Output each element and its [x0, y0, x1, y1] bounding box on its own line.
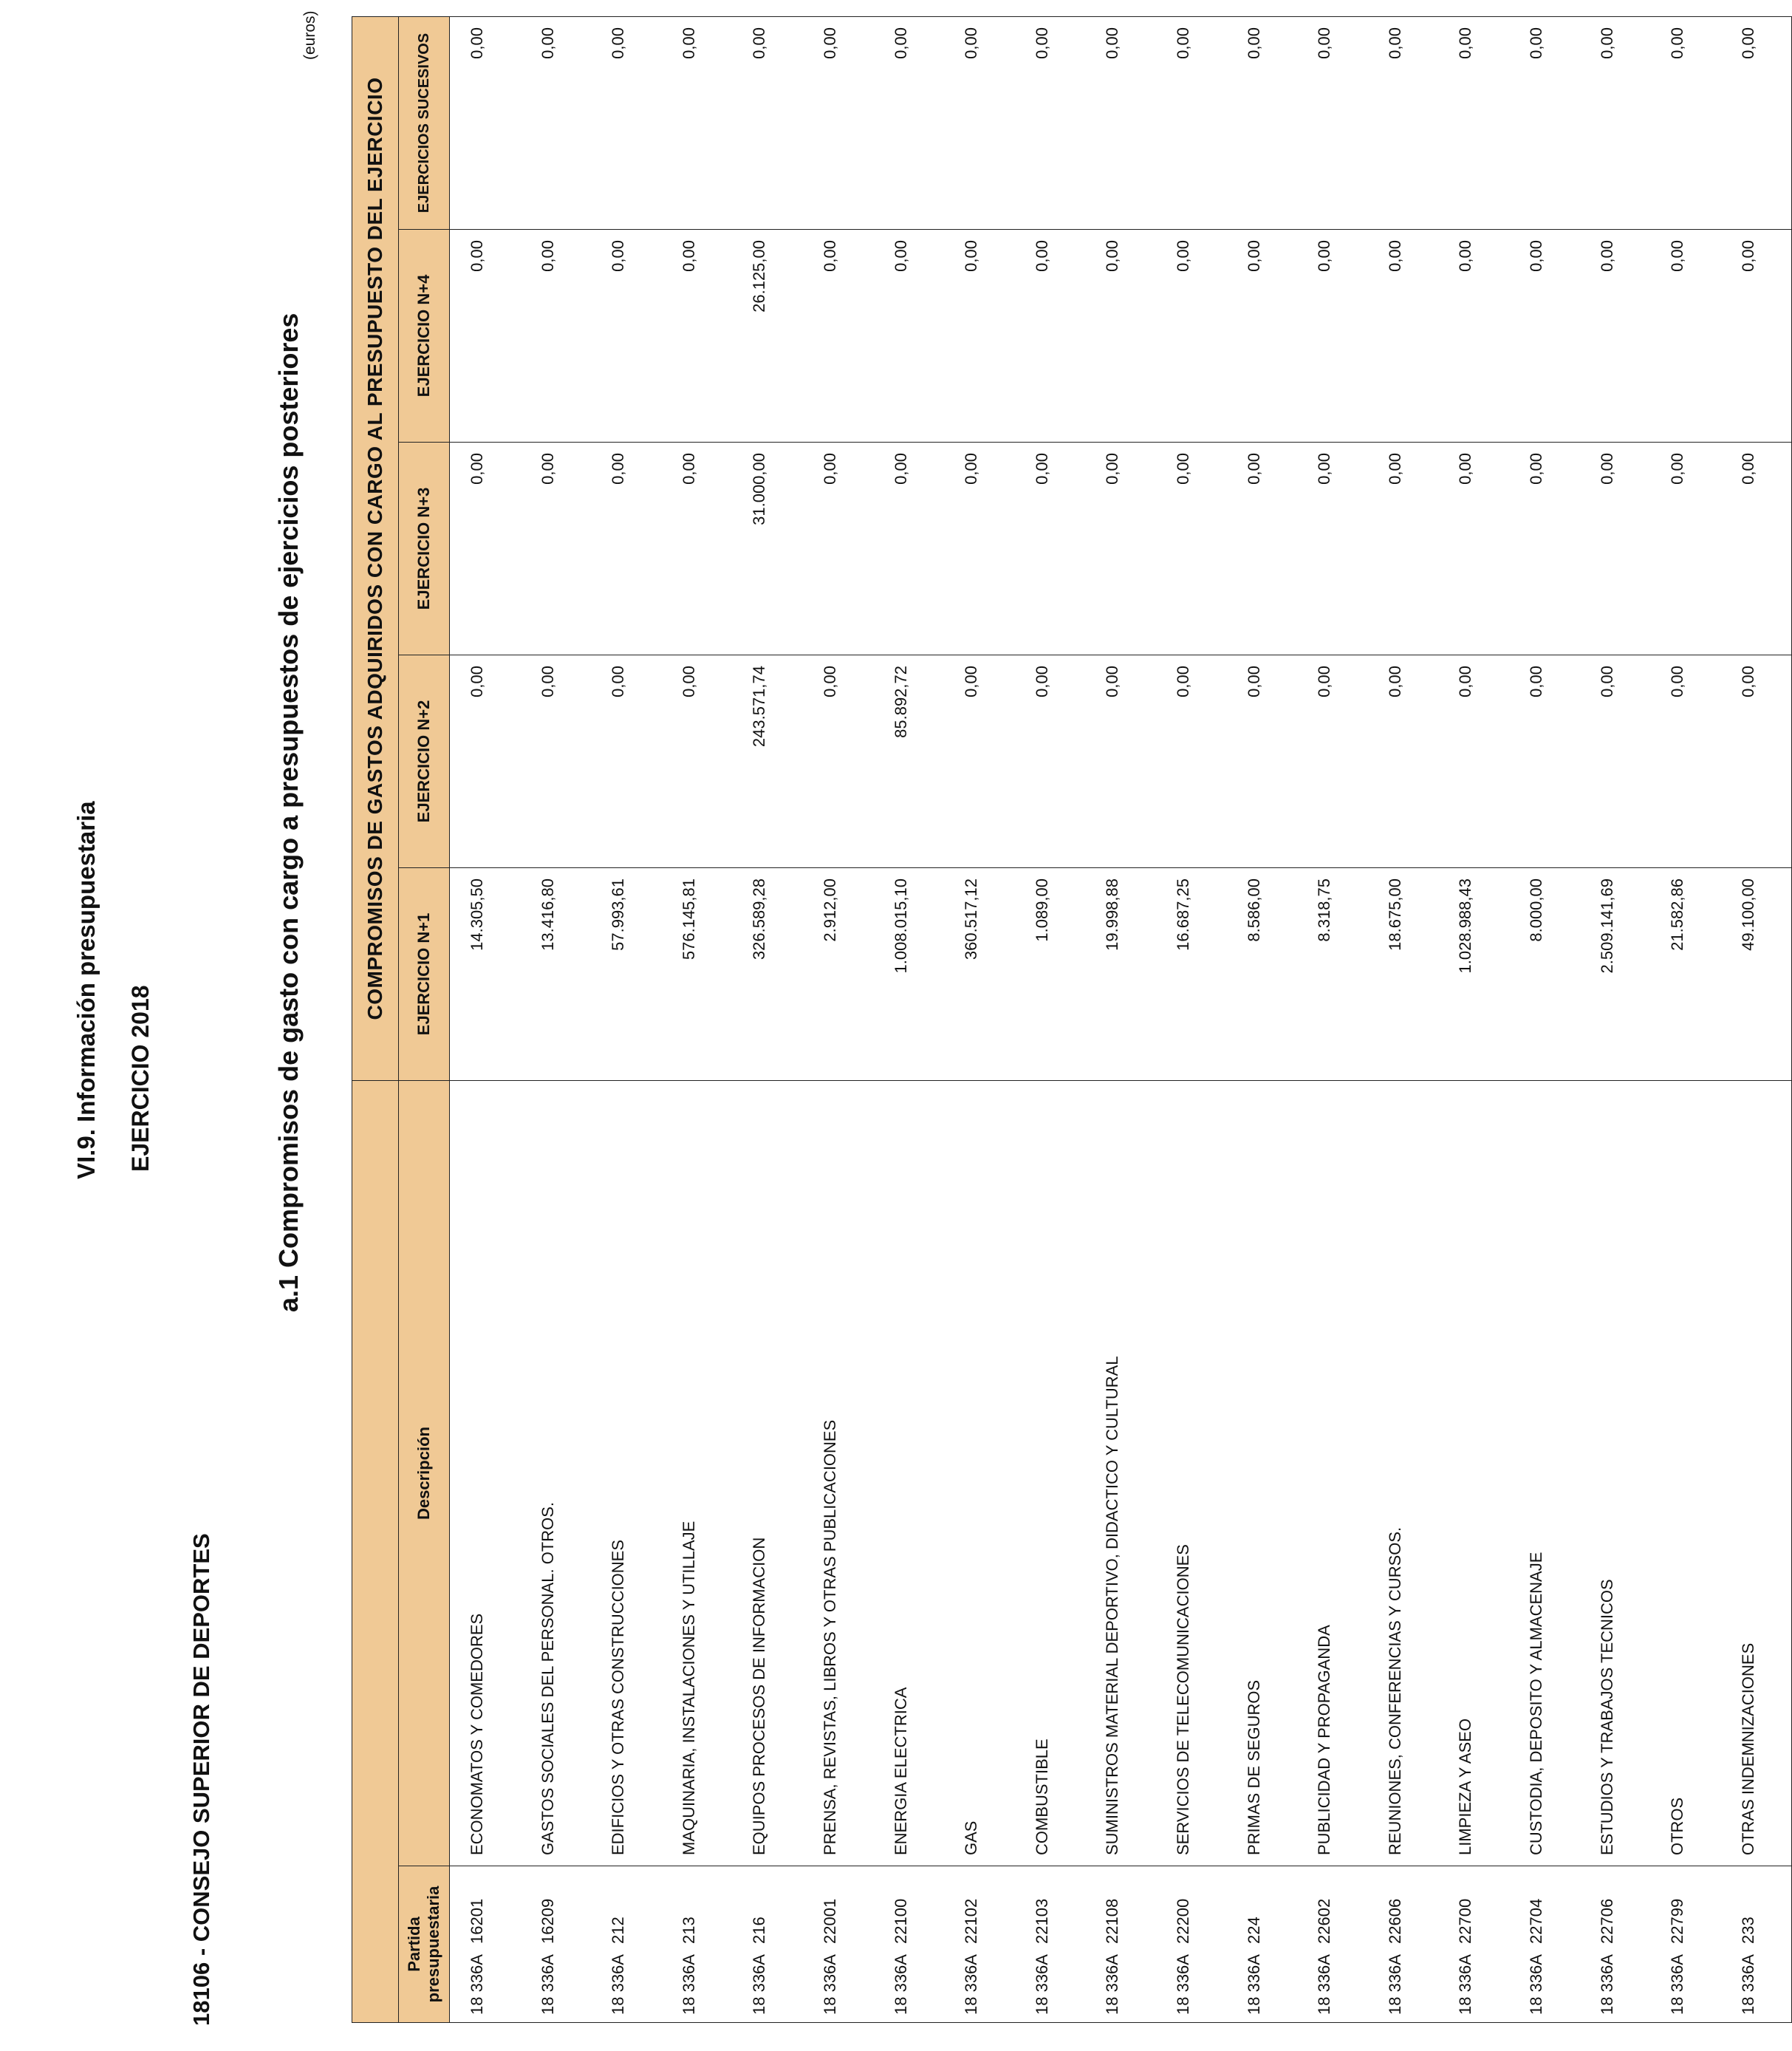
col-header-n2: EJERCICIO N+2	[399, 655, 450, 868]
n2-cell: 0,00	[662, 655, 733, 868]
partida-cell	[591, 1866, 662, 2023]
n4-cell: 0,00	[1509, 230, 1580, 443]
n3-cell: 0,00	[1227, 443, 1298, 655]
n3-cell: 0,00	[591, 443, 662, 655]
table-body	[450, 16, 1792, 2022]
n3-cell: 0,00	[662, 443, 733, 655]
table-row	[1085, 16, 1156, 2022]
sucesivos-cell: 0,00	[521, 16, 592, 229]
program-code: 18 336A	[609, 1954, 628, 2015]
program-code: 18 336A	[1103, 1954, 1122, 2015]
sucesivos-cell: 0,00	[732, 16, 803, 229]
program-code: 18 336A	[1315, 1954, 1334, 2015]
sucesivos-cell: 0,00	[874, 16, 945, 229]
description-cell: LIMPIEZA Y ASEO	[1438, 1081, 1509, 1866]
program-code: 18 336A	[1244, 1954, 1263, 2015]
n3-cell: 31.000,00	[732, 443, 803, 655]
sucesivos-cell: 0,00	[1509, 16, 1580, 229]
table-row	[1721, 16, 1792, 2022]
n2-cell: 0,00	[1368, 655, 1439, 868]
economic-code: 22700	[1456, 1898, 1475, 1944]
n2-cell: 0,00	[450, 655, 521, 868]
sucesivos-cell: 0,00	[1227, 16, 1298, 229]
section-title: a.1 Compromisos de gasto con cargo a presupuestos de ejercicios posteriores	[273, 313, 304, 1312]
table-row	[1015, 16, 1086, 2022]
n3-cell: 0,00	[450, 443, 521, 655]
economic-code: 22799	[1668, 1898, 1687, 1944]
fiscal-year: EJERCICIO 2018	[127, 985, 154, 1172]
description-cell: GASTOS SOCIALES DEL PERSONAL. OTROS.	[521, 1081, 592, 1866]
n2-cell: 0,00	[591, 655, 662, 868]
n2-cell: 0,00	[521, 655, 592, 868]
n4-cell: 0,00	[803, 230, 874, 443]
n3-cell: 0,00	[1580, 443, 1651, 655]
partida-cell	[1368, 1866, 1439, 2023]
n2-cell: 243.571,74	[732, 655, 803, 868]
description-cell: SUMINISTROS MATERIAL DEPORTIVO, DIDACTICO Y CULTURAL	[1085, 1081, 1156, 1866]
table-row	[803, 16, 874, 2022]
table-row	[521, 16, 592, 2022]
col-header-n4: EJERCICIO N+4	[399, 230, 450, 443]
units-label: (euros)	[301, 10, 318, 60]
col-header-n1: EJERCICIO N+1	[399, 868, 450, 1081]
n2-cell: 0,00	[803, 655, 874, 868]
program-code: 18 336A	[1526, 1954, 1545, 2015]
table-row	[732, 16, 803, 2022]
partida-cell	[944, 1866, 1015, 2023]
program-code: 18 336A	[891, 1954, 910, 2015]
n1-cell: 1.028.988,43	[1438, 868, 1509, 1081]
sucesivos-cell: 0,00	[944, 16, 1015, 229]
n2-cell: 85.892,72	[874, 655, 945, 868]
description-cell: MAQUINARIA, INSTALACIONES Y UTILLAJE	[662, 1081, 733, 1866]
partida-cell	[1227, 1866, 1298, 2023]
n4-cell: 0,00	[450, 230, 521, 443]
program-code: 18 336A	[1032, 1954, 1051, 2015]
partida-cell	[1580, 1866, 1651, 2023]
table-row	[662, 16, 733, 2022]
n1-cell: 8.318,75	[1297, 868, 1368, 1081]
table-row	[1580, 16, 1651, 2022]
n3-cell: 0,00	[803, 443, 874, 655]
n3-cell: 0,00	[1721, 443, 1792, 655]
partida-cell	[803, 1866, 874, 2023]
description-cell: ENERGIA ELECTRICA	[874, 1081, 945, 1866]
sucesivos-cell: 0,00	[803, 16, 874, 229]
economic-code: 22108	[1103, 1898, 1122, 1944]
table-row	[591, 16, 662, 2022]
economic-code: 22001	[820, 1898, 839, 1944]
partida-cell	[1015, 1866, 1086, 2023]
n4-cell: 0,00	[1297, 230, 1368, 443]
document-title: VI.9. Información presupuestaria	[72, 801, 100, 1179]
description-cell: PRENSA, REVISTAS, LIBROS Y OTRAS PUBLICACIONES	[803, 1081, 874, 1866]
sucesivos-cell: 0,00	[1015, 16, 1086, 229]
n4-cell: 0,00	[1015, 230, 1086, 443]
economic-code: 216	[750, 1917, 769, 1944]
table-row	[1297, 16, 1368, 2022]
n3-cell: 0,00	[1085, 443, 1156, 655]
economic-code: 22706	[1597, 1898, 1616, 1944]
n1-cell: 14.305,50	[450, 868, 521, 1081]
n2-cell: 0,00	[1721, 655, 1792, 868]
col-header-sucesivos: EJERCICIOS SUCESIVOS	[399, 16, 450, 229]
n3-cell: 0,00	[1015, 443, 1086, 655]
col-header-partida: Partida presupuestaria	[399, 1866, 450, 2023]
partida-cell	[1438, 1866, 1509, 2023]
table-row	[874, 16, 945, 2022]
n1-cell: 2.509.141,69	[1580, 868, 1651, 1081]
sucesivos-cell: 0,00	[1297, 16, 1368, 229]
program-code: 18 336A	[750, 1954, 769, 2015]
n4-cell: 0,00	[662, 230, 733, 443]
description-cell: OTRAS INDEMNIZACIONES	[1721, 1081, 1792, 1866]
table-row	[1368, 16, 1439, 2022]
n2-cell: 0,00	[1650, 655, 1721, 868]
n4-cell: 0,00	[874, 230, 945, 443]
description-cell: ECONOMATOS Y COMEDORES	[450, 1081, 521, 1866]
n1-cell: 1.008.015,10	[874, 868, 945, 1081]
description-cell: PRIMAS DE SEGUROS	[1227, 1081, 1298, 1866]
n4-cell: 0,00	[1156, 230, 1227, 443]
n4-cell: 0,00	[1580, 230, 1651, 443]
sucesivos-cell: 0,00	[1156, 16, 1227, 229]
commitments-table	[352, 16, 1792, 2023]
header-blank-cell	[352, 1081, 399, 2023]
economic-code: 224	[1244, 1917, 1263, 1944]
n1-cell: 57.993,61	[591, 868, 662, 1081]
partida-cell	[1297, 1866, 1368, 2023]
table-row	[1509, 16, 1580, 2022]
partida-cell	[1650, 1866, 1721, 2023]
n3-cell: 0,00	[1438, 443, 1509, 655]
sucesivos-cell: 0,00	[1650, 16, 1721, 229]
table-row	[944, 16, 1015, 2022]
economic-code: 22103	[1032, 1898, 1051, 1944]
economic-code: 16201	[468, 1898, 486, 1944]
economic-code: 22100	[891, 1898, 910, 1944]
economic-code: 233	[1738, 1917, 1757, 1944]
sucesivos-cell: 0,00	[450, 16, 521, 229]
economic-code: 22606	[1385, 1898, 1404, 1944]
n4-cell: 0,00	[591, 230, 662, 443]
n4-cell: 0,00	[1368, 230, 1439, 443]
n3-cell: 0,00	[1156, 443, 1227, 655]
description-cell: PUBLICIDAD Y PROPAGANDA	[1297, 1081, 1368, 1866]
col-header-descripcion: Descripción	[399, 1081, 450, 1866]
n4-cell: 0,00	[521, 230, 592, 443]
sucesivos-cell: 0,00	[591, 16, 662, 229]
n1-cell: 326.589,28	[732, 868, 803, 1081]
n2-cell: 0,00	[944, 655, 1015, 868]
n3-cell: 0,00	[1509, 443, 1580, 655]
col-header-n3: EJERCICIO N+3	[399, 443, 450, 655]
description-cell: ESTUDIOS Y TRABAJOS TECNICOS	[1580, 1081, 1651, 1866]
program-code: 18 336A	[1738, 1954, 1757, 2015]
group-header: COMPROMISOS DE GASTOS ADQUIRIDOS CON CARGO AL PRESUPUESTO DEL EJERCICIO	[352, 16, 399, 1080]
n1-cell: 16.687,25	[1156, 868, 1227, 1081]
program-code: 18 336A	[1385, 1954, 1404, 2015]
n4-cell: 0,00	[944, 230, 1015, 443]
program-code: 18 336A	[1173, 1954, 1192, 2015]
partida-cell	[1509, 1866, 1580, 2023]
sucesivos-cell: 0,00	[1368, 16, 1439, 229]
n4-cell: 0,00	[1650, 230, 1721, 443]
organism-name: 18106 - CONSEJO SUPERIOR DE DEPORTES	[188, 1533, 214, 2026]
n1-cell: 19.998,88	[1085, 868, 1156, 1081]
description-cell: GAS	[944, 1081, 1015, 1866]
n1-cell: 8.586,00	[1227, 868, 1298, 1081]
n2-cell: 0,00	[1015, 655, 1086, 868]
partida-cell	[1156, 1866, 1227, 2023]
n3-cell: 0,00	[944, 443, 1015, 655]
economic-code: 22200	[1173, 1898, 1192, 1944]
n2-cell: 0,00	[1156, 655, 1227, 868]
description-cell: EQUIPOS PROCESOS DE INFORMACION	[732, 1081, 803, 1866]
n2-cell: 0,00	[1297, 655, 1368, 868]
economic-code: 22704	[1526, 1898, 1545, 1944]
n4-cell: 26.125,00	[732, 230, 803, 443]
table-row	[450, 16, 521, 2022]
partida-cell	[662, 1866, 733, 2023]
n2-cell: 0,00	[1438, 655, 1509, 868]
economic-code: 22602	[1315, 1898, 1334, 1944]
economic-code: 22102	[962, 1898, 981, 1944]
n3-cell: 0,00	[1368, 443, 1439, 655]
program-code: 18 336A	[1668, 1954, 1687, 2015]
sucesivos-cell: 0,00	[1438, 16, 1509, 229]
sucesivos-cell: 0,00	[1580, 16, 1651, 229]
partida-cell	[521, 1866, 592, 2023]
program-code: 18 336A	[1597, 1954, 1616, 2015]
description-cell: REUNIONES, CONFERENCIAS Y CURSOS.	[1368, 1081, 1439, 1866]
description-cell: COMBUSTIBLE	[1015, 1081, 1086, 1866]
table-row	[1650, 16, 1721, 2022]
n2-cell: 0,00	[1085, 655, 1156, 868]
n1-cell: 18.675,00	[1368, 868, 1439, 1081]
n2-cell: 0,00	[1509, 655, 1580, 868]
description-cell: CUSTODIA, DEPOSITO Y ALMACENAJE	[1509, 1081, 1580, 1866]
partida-cell	[1721, 1866, 1792, 2023]
description-cell: SERVICIOS DE TELECOMUNICACIONES	[1156, 1081, 1227, 1866]
n1-cell: 8.000,00	[1509, 868, 1580, 1081]
n1-cell: 49.100,00	[1721, 868, 1792, 1081]
partida-cell	[1085, 1866, 1156, 2023]
sucesivos-cell: 0,00	[1085, 16, 1156, 229]
partida-cell	[450, 1866, 521, 2023]
n1-cell: 360.517,12	[944, 868, 1015, 1081]
n1-cell: 13.416,80	[521, 868, 592, 1081]
program-code: 18 336A	[468, 1954, 486, 2015]
program-code: 18 336A	[538, 1954, 557, 2015]
program-code: 18 336A	[679, 1954, 698, 2015]
economic-code: 213	[679, 1917, 698, 1944]
description-cell: EDIFICIOS Y OTRAS CONSTRUCCIONES	[591, 1081, 662, 1866]
sucesivos-cell: 0,00	[662, 16, 733, 229]
n1-cell: 2.912,00	[803, 868, 874, 1081]
n1-cell: 21.582,86	[1650, 868, 1721, 1081]
partida-cell	[874, 1866, 945, 2023]
program-code: 18 336A	[962, 1954, 981, 2015]
n2-cell: 0,00	[1580, 655, 1651, 868]
n3-cell: 0,00	[1297, 443, 1368, 655]
n1-cell: 576.145,81	[662, 868, 733, 1081]
economic-code: 16209	[538, 1898, 557, 1944]
n4-cell: 0,00	[1227, 230, 1298, 443]
n3-cell: 0,00	[874, 443, 945, 655]
n1-cell: 1.089,00	[1015, 868, 1086, 1081]
program-code: 18 336A	[820, 1954, 839, 2015]
table-row	[1227, 16, 1298, 2022]
program-code: 18 336A	[1456, 1954, 1475, 2015]
n3-cell: 0,00	[521, 443, 592, 655]
n4-cell: 0,00	[1438, 230, 1509, 443]
n4-cell: 0,00	[1085, 230, 1156, 443]
economic-code: 212	[609, 1917, 628, 1944]
n3-cell: 0,00	[1650, 443, 1721, 655]
table-row	[1156, 16, 1227, 2022]
n4-cell: 0,00	[1721, 230, 1792, 443]
description-cell: OTROS	[1650, 1081, 1721, 1866]
partida-cell	[732, 1866, 803, 2023]
n2-cell: 0,00	[1227, 655, 1298, 868]
sucesivos-cell: 0,00	[1721, 16, 1792, 229]
table-row	[1438, 16, 1509, 2022]
